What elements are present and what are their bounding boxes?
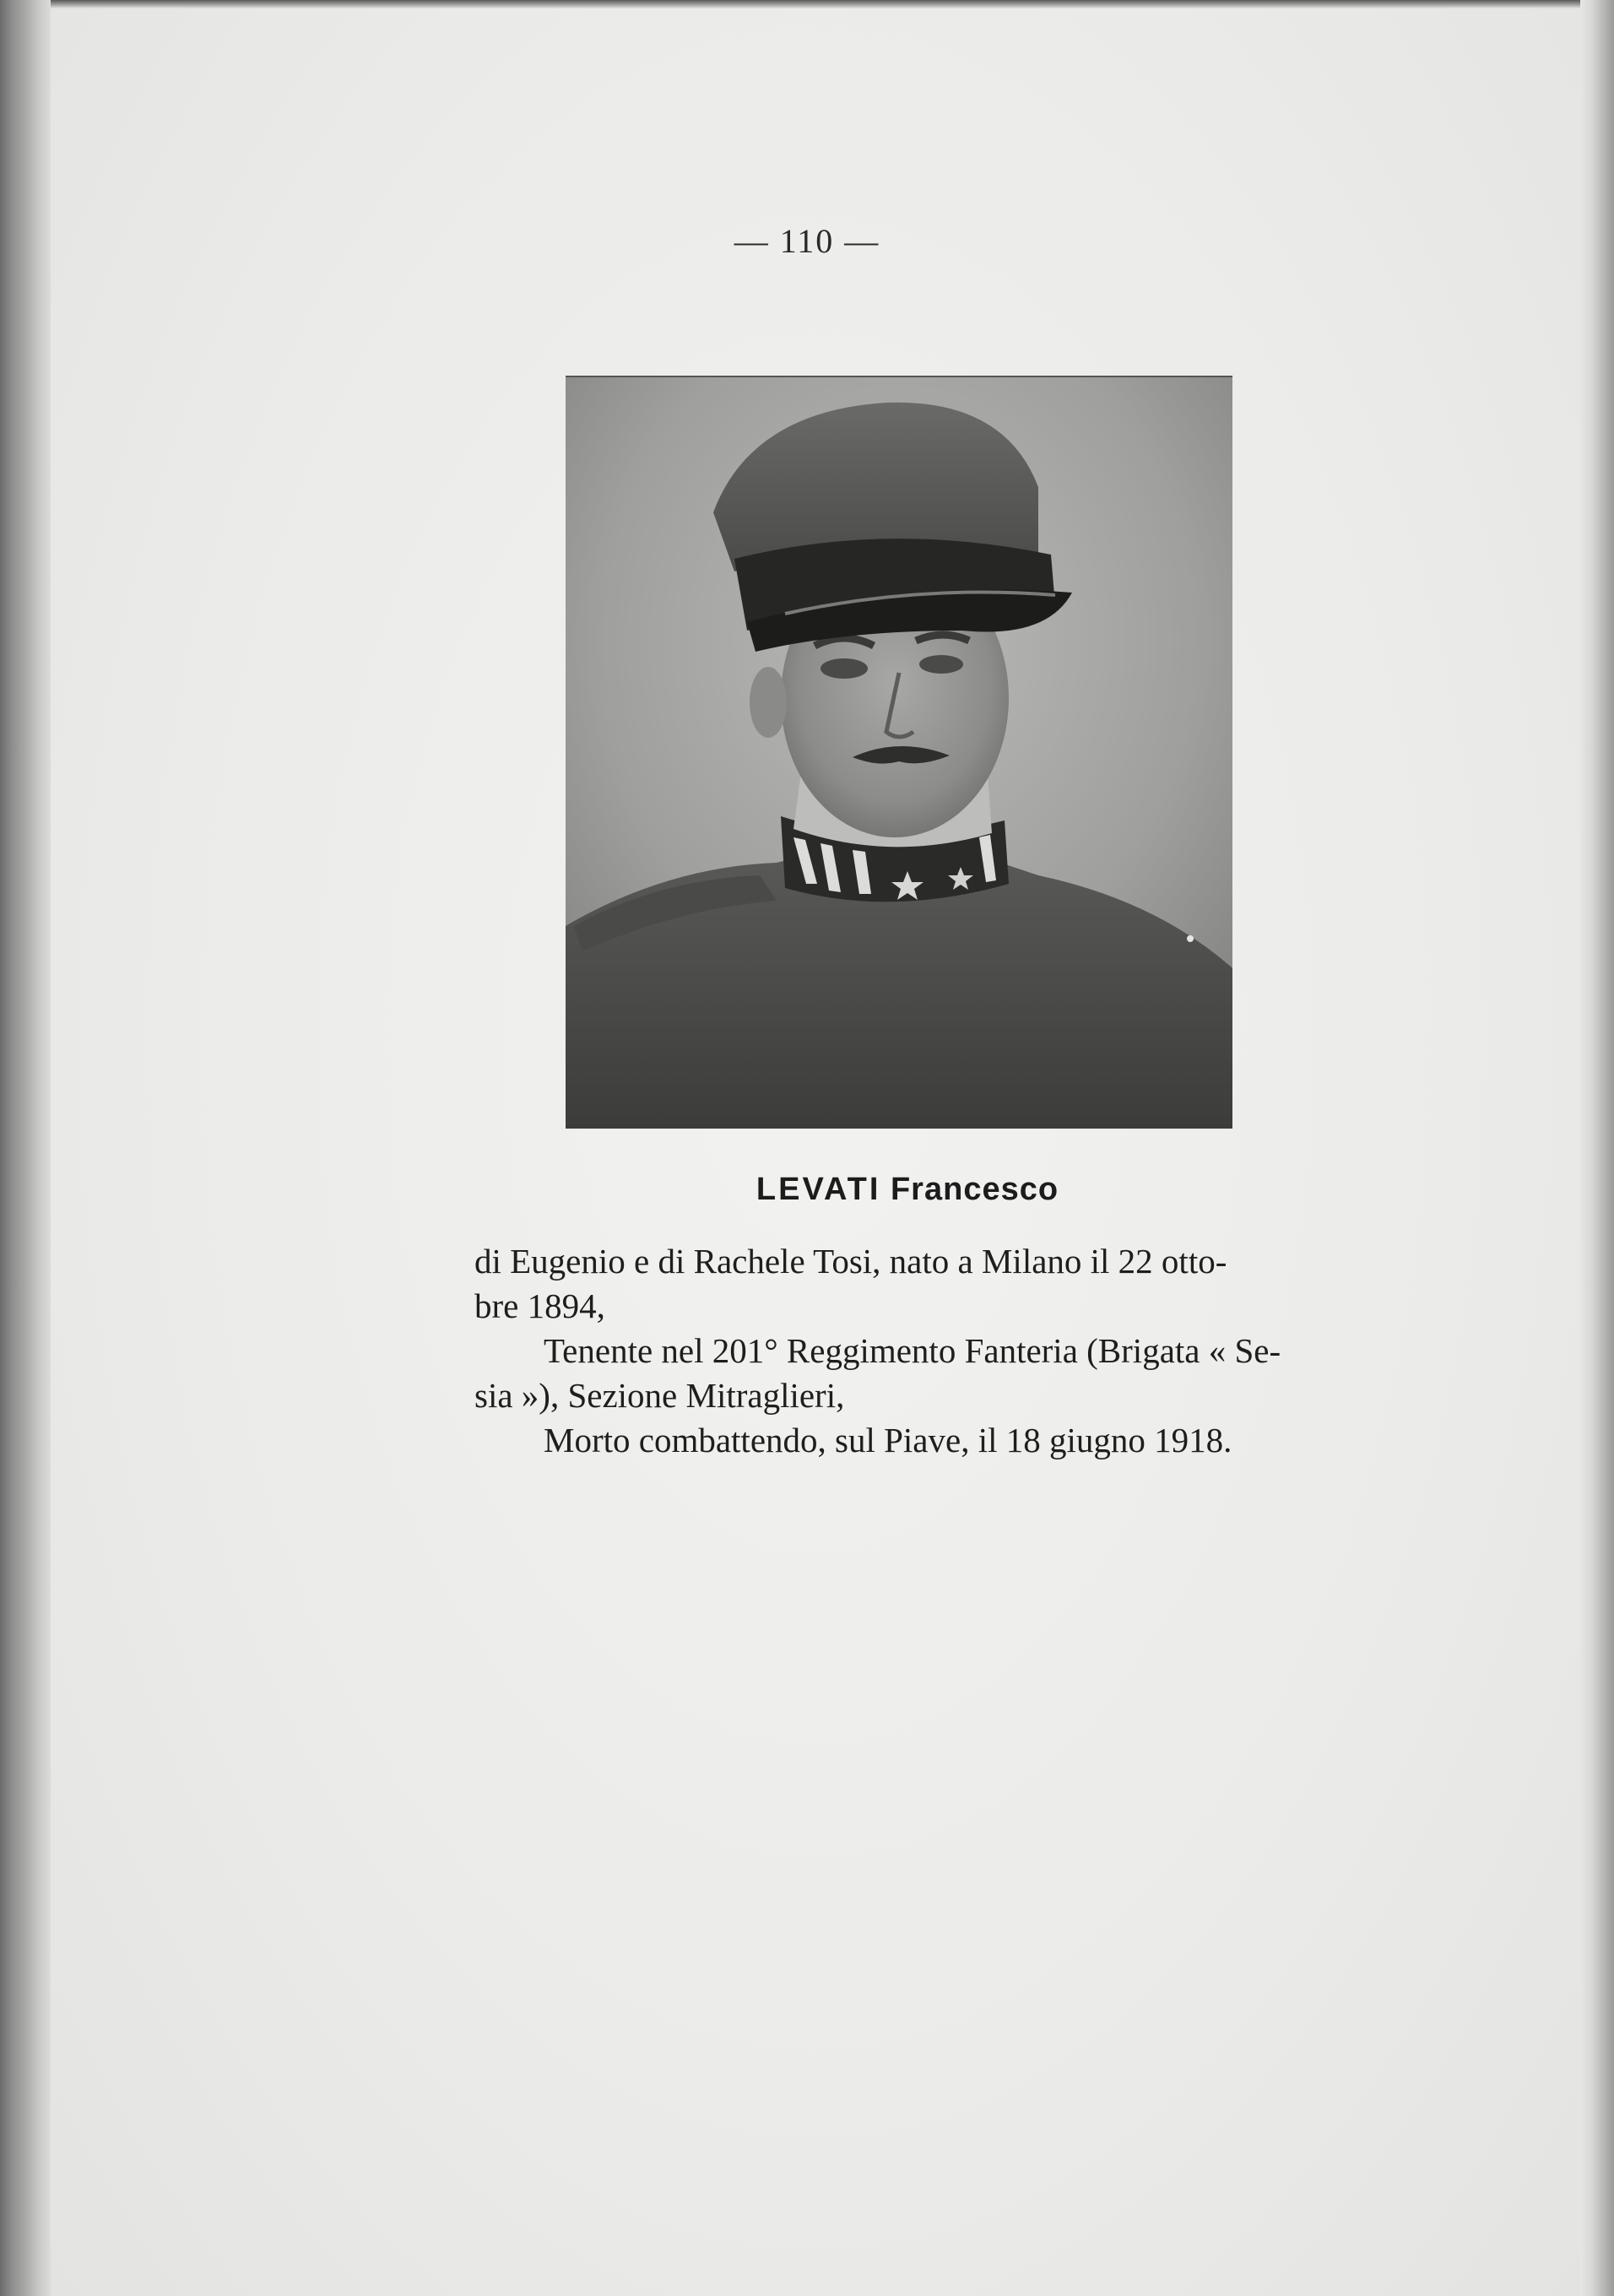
scan-edge-left <box>0 0 51 2296</box>
scan-edge-right <box>1580 0 1614 2296</box>
scan-edge-top <box>0 0 1614 8</box>
biography-line: bre 1894, <box>474 1286 605 1325</box>
biography-line <box>474 1239 1344 1284</box>
entry-given-name: Francesco <box>890 1172 1059 1207</box>
biography-line: sia »), Sezione Mitraglieri, <box>474 1376 845 1415</box>
book-page <box>51 8 1580 2296</box>
biography-line: Morto combattendo, sul Piave, il 18 giugno 1918. <box>544 1421 1232 1459</box>
portrait-photo-icon <box>566 377 1232 1129</box>
biography-line: Tenente nel 201° Reggimento Fanteria (Brigata « Se- <box>544 1331 1281 1370</box>
biography-line-text: di Eugenio e di Rachele Tosi, nato a Milano il 22 otto- <box>474 1242 1227 1281</box>
page-number: — 110 — <box>734 222 880 260</box>
portrait-photo <box>566 376 1232 1129</box>
entry-biography <box>474 1239 1344 1463</box>
entry-surname: LEVATI <box>756 1172 881 1207</box>
entry-name-heading <box>0 1172 1614 1208</box>
